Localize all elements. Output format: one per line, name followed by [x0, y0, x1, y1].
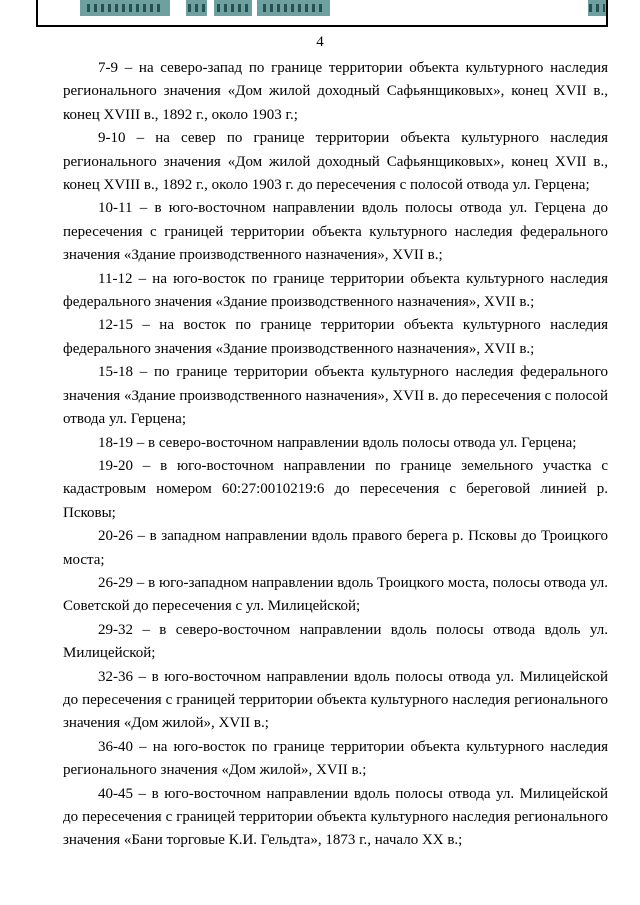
paragraph: 12-15 – на восток по границе территории объекта культурного наследия федерального значения «Здание производственного назначения», XVII в.; [63, 317, 608, 357]
paragraph: 26-29 – в юго-западном направлении вдоль Троицкого моста, полосы отвода ул. Советской до пересечения с ул. Милицейской; [63, 574, 608, 615]
paragraph: 9-10 – на север по границе территории объекта культурного наследия регионального значения «Дом жилой доходный Сафьянщиковых», конец XVII в., конец XVIII в., 1892 г., около 1903 г. до пересечения с полосой отвода ул. Герцена; [63, 130, 608, 194]
paragraph: 7-9 – на северо-запад по границе территории объекта культурного наследия регионального значения «Дом жилой доходный Сафьянщиковых», конец XVII в., конец XVIII в., 1892 г., около 1903 г.; [63, 60, 608, 123]
document-body [63, 57, 608, 853]
paragraph: 18-19 – в северо-восточном направлении вдоль полосы отвода ул. Герцена; [98, 434, 577, 451]
paragraph: 11-12 – на юго-восток по границе территории объекта культурного наследия федерального значения «Здание производственного назначения», XVII в.; [63, 270, 608, 311]
highlight-fragment [186, 0, 207, 16]
paragraph: 36-40 – на юго-восток по границе территории объекта культурного наследия регионального значения «Дом жилой», XVII в.; [63, 738, 608, 779]
paragraph: 29-32 – в северо-восточном направлении вдоль полосы отвода вдоль ул. Милицейской; [63, 621, 608, 662]
page-number: 4 [316, 34, 324, 50]
highlight-fragment [214, 0, 252, 16]
previous-page-right-border [606, 0, 608, 27]
highlight-fragment [588, 0, 606, 16]
paragraph: 40-45 – в юго-восточном направлении вдоль полосы отвода ул. Милицейской до пересечения с границей территории объекта культурного наследия регионального значения «Бани торговые К.И. Гельдта», 1873 г., начало XX в.; [63, 785, 608, 849]
paragraph: 15-18 – по границе территории объекта культурного наследия федерального значения «Здание производственного назначения», XVII в. до пересечения с полосой отвода ул. Герцена; [63, 364, 608, 428]
previous-page-left-border [36, 0, 38, 27]
highlight-fragment [257, 0, 330, 16]
highlight-fragment [80, 0, 170, 16]
paragraph: 32-36 – в юго-восточном направлении вдоль полосы отвода ул. Милицейской до пересечения с границей территории объекта культурного наследия регионального значения «Дом жилой», XVII в.; [63, 668, 608, 732]
previous-page-bottom-border [36, 25, 608, 27]
paragraph: 20-26 – в западном направлении вдоль правого берега р. Псковы до Троицкого моста; [63, 528, 608, 568]
paragraph: 19-20 – в юго-восточном направлении по границе земельного участка с кадастровым номером 60:27:0010219:6 до пересечения с береговой линией р. Псковы; [63, 457, 608, 521]
paragraph: 10-11 – в юго-восточном направлении вдоль полосы отвода ул. Герцена до пересечения с границей территории объекта культурного наследия федерального значения «Здание производственного назначения», XVII в.; [63, 200, 608, 264]
